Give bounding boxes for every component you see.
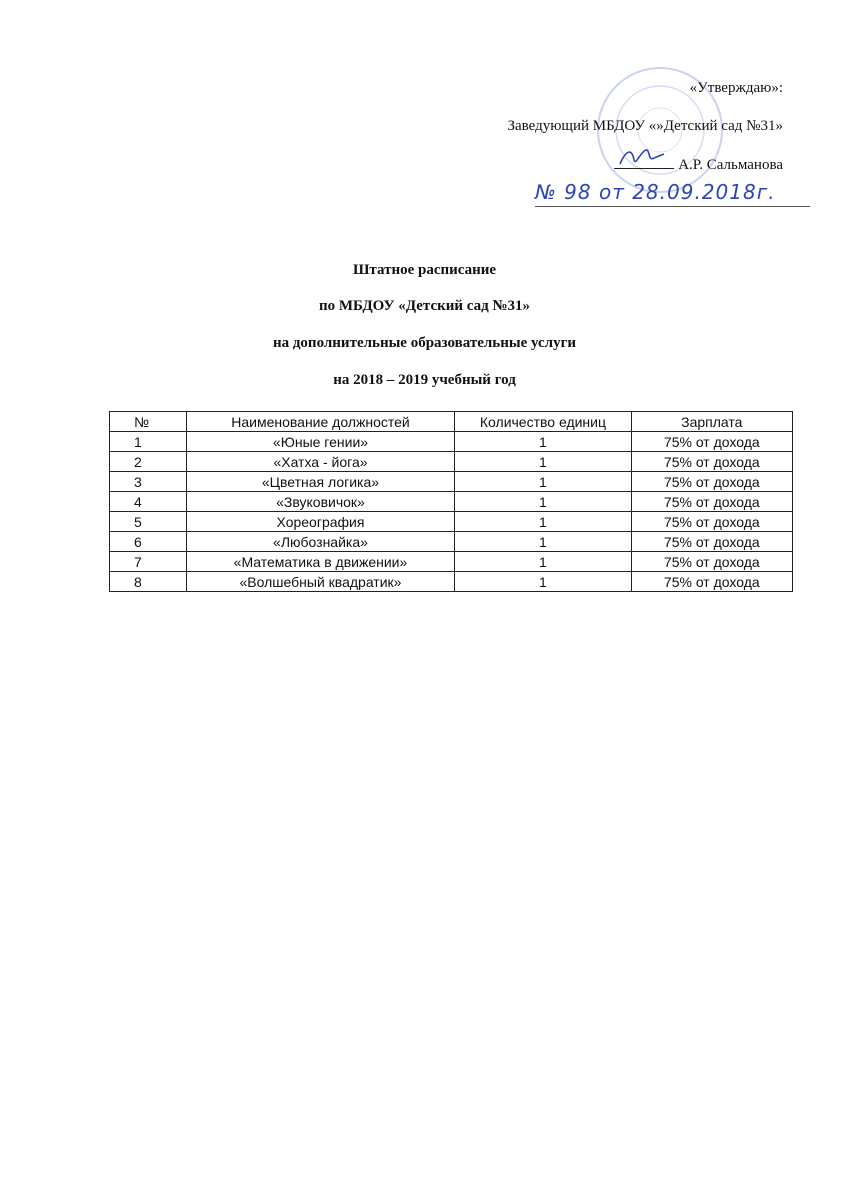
cell-unit-count: 1 [455,472,631,492]
cell-unit-count: 1 [455,572,631,592]
cell-number: 1 [110,432,187,452]
cell-salary: 75% от дохода [631,432,792,452]
approver-name: А.Р. Сальманова [678,157,783,173]
cell-position-name: Хореография [186,512,455,532]
table-row [110,512,793,532]
cell-number: 3 [110,472,187,492]
document-subtitle-year: на 2018 – 2019 учебный год [333,372,516,388]
cell-position-name: «Волшебный квадратик» [186,572,455,592]
cell-salary: 75% от дохода [631,572,792,592]
document-subtitle-services: на дополнительные образовательные услуги [272,335,577,351]
cell-salary: 75% от дохода [631,512,792,532]
table-row [110,432,793,452]
cell-position-name: «Юные гении» [186,432,455,452]
cell-unit-count: 1 [455,552,631,572]
approval-block [507,76,783,190]
cell-number: 8 [110,572,187,592]
cell-unit-count: 1 [455,532,631,552]
document-subtitle-org: по МБДОУ «Детский сад №31» [318,298,531,314]
cell-number: 5 [110,512,187,532]
cell-position-name: «Хатха - йога» [186,452,455,472]
approval-position: Заведующий МБДОУ «»Детский сад №31» [507,118,783,134]
cell-position-name: «Звуковичок» [186,492,455,512]
handwritten-order-number: № 98 от 28.09.2018г. [535,178,810,207]
cell-salary: 75% от дохода [631,452,792,472]
header-position-name: Наименование должностей [186,412,455,432]
cell-salary: 75% от дохода [631,552,792,572]
table-row [110,492,793,512]
table-row [110,532,793,552]
cell-position-name: «Цветная логика» [186,472,455,492]
header-salary: Зарплата [631,412,792,432]
cell-position-name: «Любознайка» [186,532,455,552]
header-number: № [110,412,187,432]
cell-salary: 75% от дохода [631,472,792,492]
table-row [110,472,793,492]
cell-unit-count: 1 [455,432,631,452]
signature-icon [614,152,674,169]
table-row [110,452,793,472]
table-row [110,572,793,592]
cell-number: 4 [110,492,187,512]
table-header-row [110,412,793,432]
cell-unit-count: 1 [455,492,631,512]
cell-salary: 75% от дохода [631,492,792,512]
cell-unit-count: 1 [455,512,631,532]
cell-salary: 75% от дохода [631,532,792,552]
cell-number: 6 [110,532,187,552]
staff-schedule-table [109,411,793,592]
cell-number: 2 [110,452,187,472]
cell-unit-count: 1 [455,452,631,472]
header-unit-count: Количество единиц [455,412,631,432]
document-title: Штатное расписание [352,262,497,278]
cell-number: 7 [110,552,187,572]
cell-position-name: «Математика в движении» [186,552,455,572]
table-row [110,552,793,572]
approval-heading: «Утверждаю»: [689,80,783,96]
